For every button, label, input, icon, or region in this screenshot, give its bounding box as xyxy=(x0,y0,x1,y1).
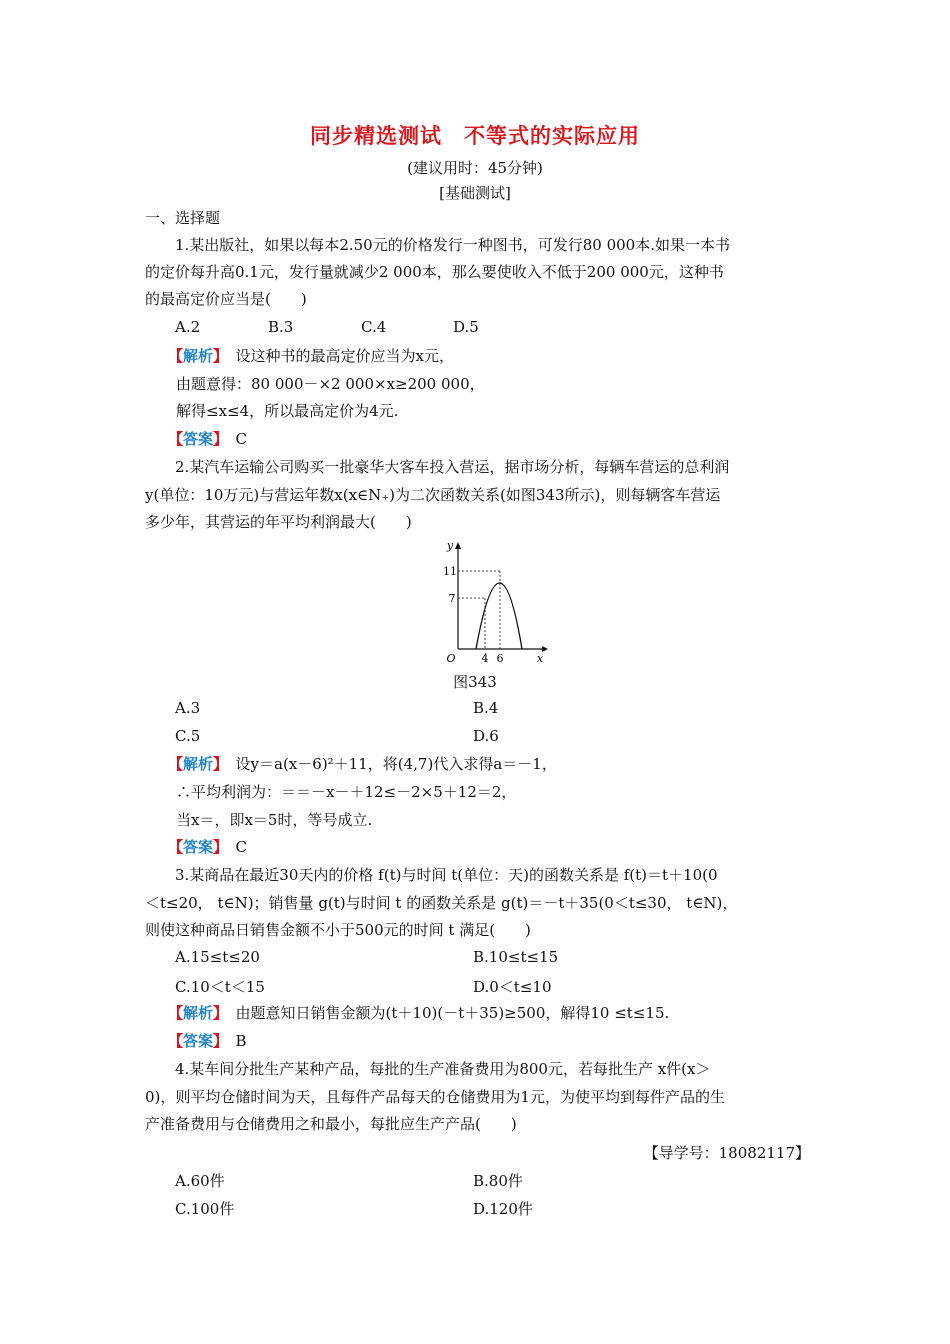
q2-option-d: D.6 xyxy=(473,727,499,745)
q4-option-a: A.60件 xyxy=(175,1172,225,1190)
q2-option-c: C.5 xyxy=(175,727,201,745)
q1-option-d: D.5 xyxy=(453,318,479,336)
q1-analysis-3: 解得≤x≤4，所以最高定价为4元. xyxy=(176,402,399,420)
q3-option-a: A.15≤t≤20 xyxy=(175,948,260,966)
q4-option-d: D.120件 xyxy=(473,1200,533,1218)
q3-option-c: C.10＜t＜15 xyxy=(175,978,265,996)
x-tick-4: 4 xyxy=(481,652,489,665)
q1-answer: 【答案】 C xyxy=(168,430,248,448)
q1-analysis-text: 设这种书的最高定价应当为x元， xyxy=(220,347,455,365)
q4-option-c: C.100件 xyxy=(175,1200,235,1218)
analysis-label: 解析 xyxy=(183,347,214,365)
q2-analysis-text: 设y＝a(x－6)²＋11，将(4,7)代入求得a＝－1， xyxy=(220,755,557,773)
part-heading: 一、选择题 xyxy=(145,209,221,227)
parabola-graph xyxy=(420,537,550,667)
q1-option-c: C.4 xyxy=(361,318,387,336)
q2-answer: 【答案】 C xyxy=(168,838,248,856)
y-tick-11: 11 xyxy=(443,565,457,578)
parabola-curve xyxy=(476,583,522,649)
q2-analysis-3: 当x＝，即x＝5时，等号成立. xyxy=(176,811,373,829)
figure-caption: 图343 xyxy=(453,673,497,691)
q2-option-b: B.4 xyxy=(473,699,499,717)
q1-option-b: B.3 xyxy=(268,318,294,336)
q3-option-d: D.0＜t≤10 xyxy=(473,978,552,996)
q1-answer-text: C xyxy=(220,430,248,448)
q3-answer: 【答案】 B xyxy=(168,1032,247,1050)
x-axis-label: x xyxy=(536,652,544,665)
q4-line-3: 产准备费用与仓储费用之和最小，每批应生产产品( ) xyxy=(145,1115,517,1133)
origin-label: O xyxy=(446,652,456,665)
q3-answer-text: B xyxy=(220,1032,247,1050)
reference-number: 【导学号：18082117】 xyxy=(643,1144,810,1162)
q4-option-b: B.80件 xyxy=(473,1172,523,1190)
q3-analysis-text: 由题意知日销售金额为(t＋10)(－t＋35)≥500，解得10 ≤t≤15. xyxy=(220,1004,670,1022)
y-tick-7: 7 xyxy=(448,592,456,605)
y-axis-label: y xyxy=(446,539,454,552)
time-hint: (建议用时：45分钟) xyxy=(407,159,543,177)
q3-analysis: 【解析】 由题意知日销售金额为(t＋10)(－t＋35)≥500，解得10 ≤t≤15. xyxy=(168,1004,670,1022)
answer-label: 答案 xyxy=(183,838,214,856)
q1-line-3: 的最高定价应当是( ) xyxy=(145,290,307,308)
q2-option-a: A.3 xyxy=(175,699,201,717)
answer-label: 答案 xyxy=(183,430,214,448)
q1-option-a: A.2 xyxy=(175,318,201,336)
q3-line-1: 3.某商品在最近30天内的价格 f(t)与时间 t(单位：天)的函数关系是 f(t)＝t＋10(0 xyxy=(175,866,718,884)
x-tick-6: 6 xyxy=(496,652,504,665)
q3-line-3: 则使这种商品日销售金额不小于500元的时间 t 满足( ) xyxy=(145,921,531,939)
q2-answer-text: C xyxy=(220,838,248,856)
analysis-label: 解析 xyxy=(183,1004,214,1022)
q3-line-2: ＜t≤20， t∈N)；销售量 g(t)与时间 t 的函数关系是 g(t)＝－t＋35(0＜t≤30， t∈N)， xyxy=(145,894,738,912)
q2-line-2: y(单位：10万元)与营运年数x(x∈N₊)为二次函数关系(如图343所示)，则每辆客车营运 xyxy=(145,486,721,504)
analysis-label: 解析 xyxy=(183,755,214,773)
q4-line-2: 0)，则平均仓储时间为天，且每件产品每天的仓储费用为1元，为使平均到每件产品的生 xyxy=(145,1088,725,1106)
q2-line-1: 2.某汽车运输公司购买一批豪华大客车投入营运，据市场分析，每辆车营运的总利润 xyxy=(175,458,730,476)
q2-line-3: 多少年，其营运的年平均利润最大( ) xyxy=(145,513,412,531)
q1-line-1: 1.某出版社，如果以每本2.50元的价格发行一种图书，可发行80 000本.如果一本书 xyxy=(175,236,730,254)
y-axis-arrow xyxy=(455,542,461,549)
q3-option-b: B.10≤t≤15 xyxy=(473,948,559,966)
q2-analysis-2: ∴平均利润为：＝＝－x－＋12≤－2×5＋12＝2， xyxy=(176,783,517,801)
q1-analysis-2: 由题意得：80 000－×2 000×x≥200 000， xyxy=(176,375,485,393)
q4-line-1: 4.某车间分批生产某种产品，每批的生产准备费用为800元，若每批生产 x件(x＞ xyxy=(175,1060,711,1078)
q1-analysis: 【解析】 设这种书的最高定价应当为x元， xyxy=(168,347,455,365)
q2-analysis: 【解析】 设y＝a(x－6)²＋11，将(4,7)代入求得a＝－1， xyxy=(168,755,557,773)
answer-label: 答案 xyxy=(183,1032,214,1050)
q1-line-2: 的定价每升高0.1元，发行量就减少2 000本，那么要使收入不低于200 000元，这种书 xyxy=(145,263,724,281)
page-title: 同步精选测试 不等式的实际应用 xyxy=(310,124,640,148)
section-label: [基础测试] xyxy=(439,184,511,202)
